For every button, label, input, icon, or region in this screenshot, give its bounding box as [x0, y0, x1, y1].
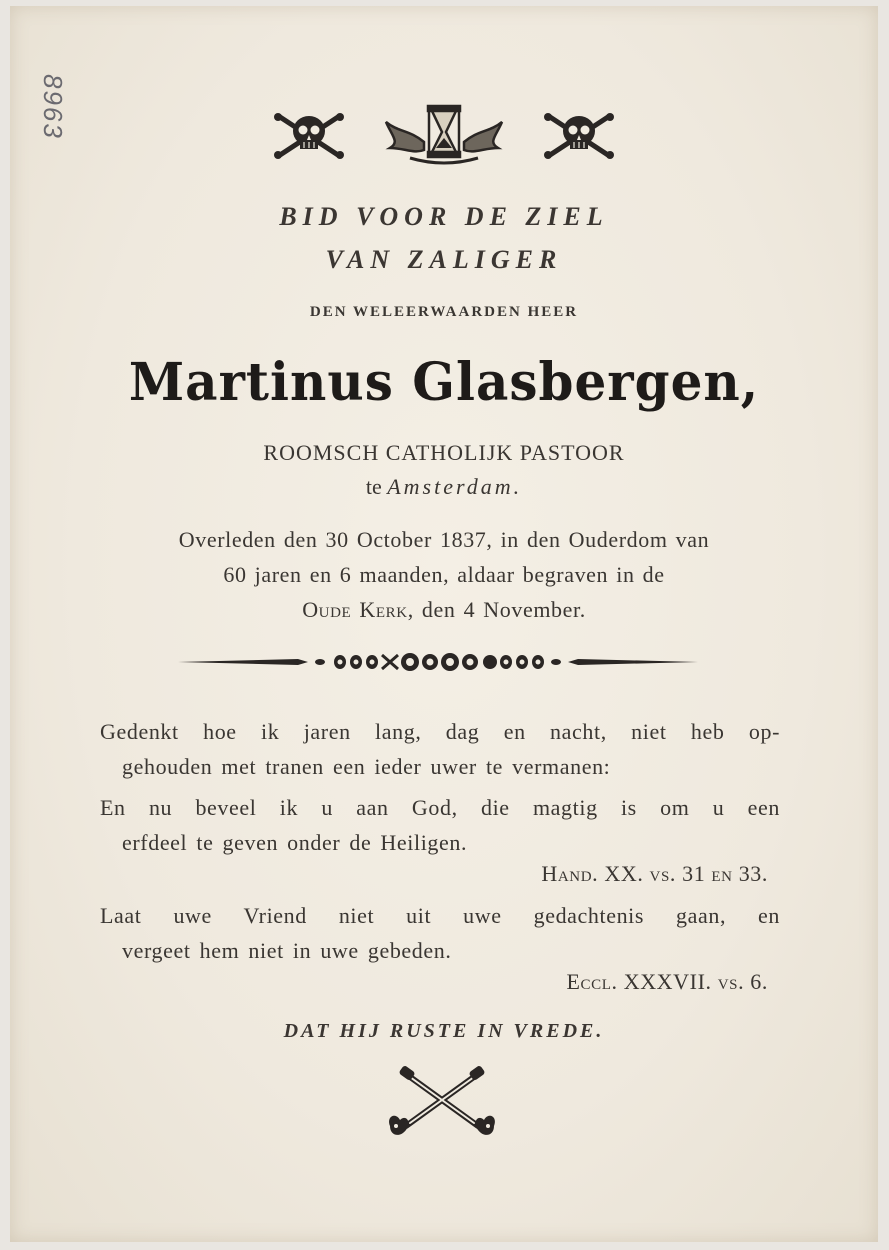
scripture-reference-2: Eccl. XXXVII. vs. 6. [566, 969, 768, 994]
deceased-name: Martinus Glasbergen, [128, 350, 760, 413]
burial-date: , den 4 November. [407, 597, 586, 622]
verse-3 [100, 898, 780, 968]
death-line-2: 60 jaren en 6 maanden, aldaar begraven in de [223, 562, 665, 587]
role-line: ROOMSCH CATHOLIJK PASTOOR [263, 440, 625, 465]
death-line-1: Overleden den 30 October 1837, in den Ouderdom van [178, 527, 710, 552]
verse-2 [100, 790, 780, 860]
verse-2-line-2: erfdeel te geven onder de Heiligen. [122, 830, 468, 855]
death-line-3 [10, 592, 878, 627]
catalog-number: 8963 [38, 74, 68, 140]
top-ornaments [10, 102, 878, 168]
place-line [10, 474, 878, 500]
heading-line-2: VAN ZALIGER [325, 245, 563, 274]
place-city: Amsterdam. [387, 474, 523, 499]
skull-crossbones-icon [274, 109, 344, 161]
memorial-card [10, 6, 878, 1242]
verse-3-line-1: Laat uwe Vriend niet uit uwe gedachtenis gaan, en [100, 903, 780, 928]
skull-crossbones-icon [544, 109, 614, 161]
title-line: DEN WELEERWAARDEN HEER [309, 304, 579, 320]
burial-church: Oude Kerk [302, 597, 408, 622]
hourglass-wings-icon [380, 102, 508, 168]
place-prefix: te [365, 474, 382, 499]
verse-2-line-1: En nu beveel ik u aan God, die magtig is om u een [100, 795, 780, 820]
heading-line-1: BID VOOR DE ZIEL [279, 202, 609, 231]
verse-1-line-1: Gedenkt hoe ik jaren lang, dag en nacht, niet heb op- [100, 719, 780, 744]
verse-1 [100, 714, 780, 784]
verse-1-line-2: gehouden met tranen een ieder uwer te vermanen: [122, 754, 611, 779]
verse-3-line-2: vergeet hem niet in uwe gebeden. [122, 938, 452, 963]
crossed-torches-icon [382, 1064, 502, 1144]
ornamental-divider [178, 649, 698, 675]
death-notice [10, 522, 878, 627]
closing-prayer: DAT HIJ RUSTE IN VREDE. [283, 1020, 605, 1042]
scripture-reference-1: Hand. XX. vs. 31 en 33. [541, 861, 768, 886]
